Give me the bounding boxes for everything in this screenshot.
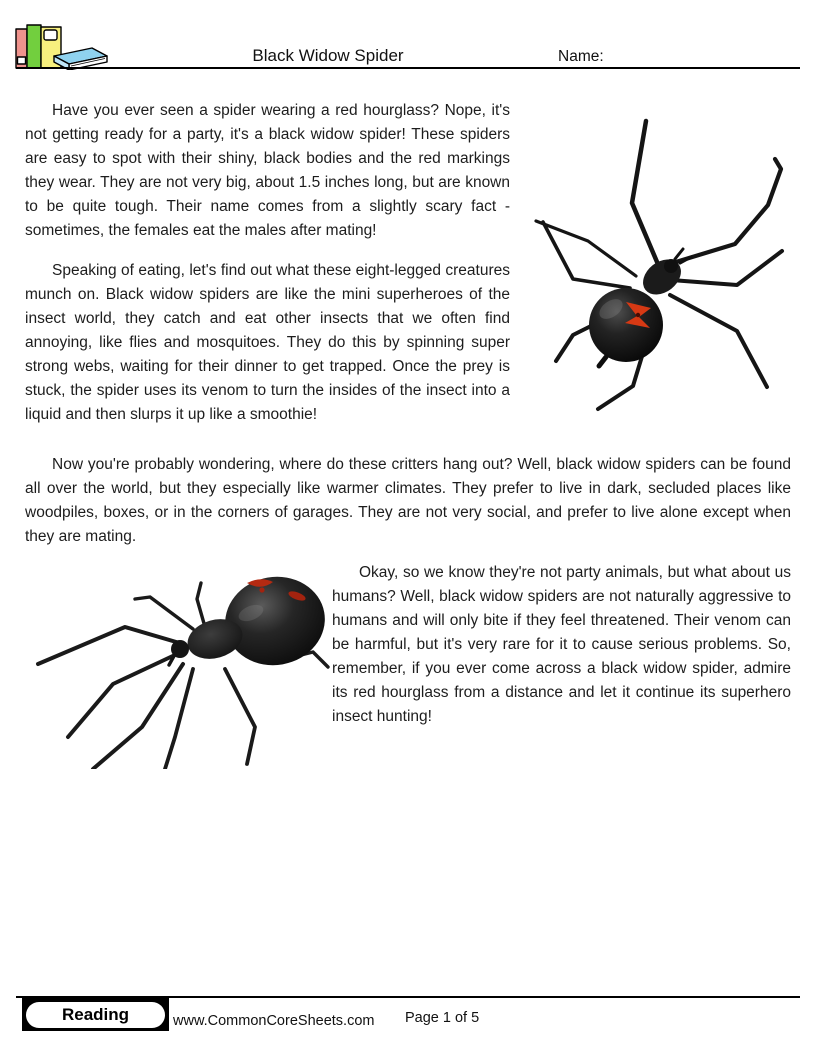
page-title: Black Widow Spider: [252, 46, 404, 65]
paragraph-4: Okay, so we know they're not party animals, but what about us humans? Well, black widow spiders are not naturally aggressive to humans and will only bite if they feel threatened. Their venom can be harmful, but it's very rare for it to cause serious problems. So, remember, if you ever come across a black widow spider, admire its red hourglass from a distance and let it continue its superhero insect hunting!: [332, 564, 791, 725]
page-number: Page 1 of 5: [405, 1010, 480, 1026]
spider-abdomen: [589, 288, 663, 362]
spider-photo-top: [510, 99, 791, 425]
reading-badge: [22, 998, 169, 1031]
passage: [25, 99, 791, 761]
paragraph-3: Now you're probably wondering, where do these critters hang out? Well, black widow spiders can be found all over the world, but they especially like warmer climates. They prefer to live in dark, secluded places like woodpiles, boxes, or in the corners of garages. They are not very social, and prefer to live alone except when they are mating.: [25, 456, 791, 545]
bottom-section: [25, 561, 791, 729]
reading-badge-label: Reading: [26, 1002, 165, 1028]
header-divider: [16, 67, 800, 69]
black-widow-side-illustration: [25, 569, 332, 769]
spider-photo-bottom: [25, 561, 332, 761]
black-widow-underside-illustration: [510, 99, 791, 425]
name-label: Name:: [558, 48, 604, 65]
website-text: www.CommonCoreSheets.com: [173, 1013, 375, 1029]
paragraph-2: Speaking of eating, let's find out what these eight-legged creatures munch on. Black widow spiders are like the mini superheroes of the insect world, they catch and eat other insects that we often find annoying, like flies and mosquitoes. They do this by spinning super strong webs, waiting for their dinner to get trapped. Once the prey is stuck, the spider uses its venom to turn the insides of the insect into a liquid and then slurps it up like a smoothie!: [25, 262, 510, 423]
spider-abdomen: [218, 569, 332, 673]
paragraph-1: Have you ever seen a spider wearing a red hourglass? Nope, it's not getting ready for a party, it's a black widow spider! These spiders are easy to spot with their shiny, black bodies and the red markings they wear. They are not very big, about 1.5 inches long, but are known to be quite tough. Their name comes from a slightly scary fact - sometimes, the females eat the males after mating!: [25, 102, 510, 239]
